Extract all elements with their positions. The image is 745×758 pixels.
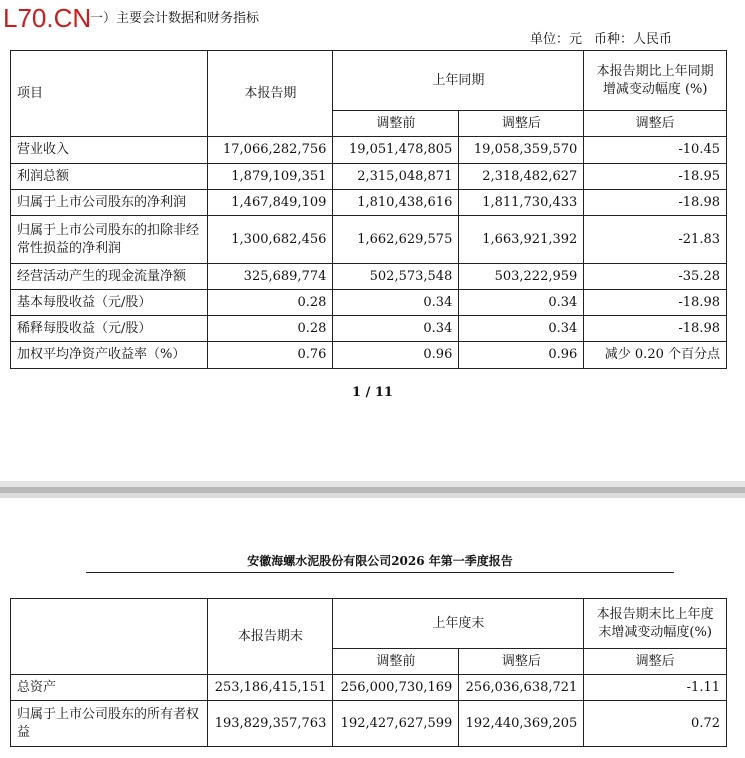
- cell-before: 19,051,478,805: [333, 137, 459, 164]
- header-current: 本报告期: [208, 51, 333, 137]
- cell-change: -18.98: [584, 290, 727, 316]
- row-label: 归属于上市公司股东的所有者权益: [11, 701, 208, 747]
- cell-change: -18.95: [584, 164, 727, 190]
- table-row: [11, 701, 727, 747]
- cell-change: -18.98: [584, 316, 727, 342]
- section-title: 一）主要会计数据和财务指标: [90, 11, 260, 26]
- unit-line: [530, 31, 672, 49]
- header-before: 调整前: [333, 649, 459, 675]
- table-row: [11, 342, 727, 369]
- table-row: [11, 190, 727, 216]
- unit-label: 单位：元: [529, 32, 582, 47]
- header-change-sub: 调整后: [584, 111, 727, 137]
- cell-current: 325,689,774: [208, 264, 333, 290]
- cell-before: 1,810,438,616: [333, 190, 459, 216]
- cell-current: 1,300,682,456: [208, 216, 333, 264]
- cell-change: 减少 0.20 个百分点: [584, 342, 727, 369]
- cell-after: 0.34: [459, 316, 584, 342]
- cell-before: 0.96: [333, 342, 459, 369]
- balance-table: [10, 598, 727, 747]
- cell-after: 256,036,638,721: [459, 675, 584, 701]
- cell-current: 1,467,849,109: [208, 190, 333, 216]
- cell-change: -35.28: [584, 264, 727, 290]
- cell-after: 1,811,730,433: [459, 190, 584, 216]
- cell-before: 0.34: [333, 290, 459, 316]
- row-label: 经营活动产生的现金流量净额: [11, 264, 208, 290]
- document-header: 安徽海螺水泥股份有限公司2026 年第一季度报告: [86, 552, 674, 573]
- table-row: [11, 316, 727, 342]
- cell-after: 1,663,921,392: [459, 216, 584, 264]
- cell-current: 1,879,109,351: [208, 164, 333, 190]
- header-item: [11, 599, 208, 675]
- currency-label: 币种：人民币: [593, 32, 672, 47]
- site-logo: L70.CN: [3, 3, 92, 33]
- row-label: 归属于上市公司股东的扣除非经常性损益的净利润: [11, 216, 208, 264]
- cell-change: 0.72: [584, 701, 727, 747]
- cell-before: 192,427,627,599: [333, 701, 459, 747]
- header-item: 项目: [11, 51, 208, 137]
- cell-current: 0.28: [208, 290, 333, 316]
- cell-current: 0.76: [208, 342, 333, 369]
- cell-change: -10.45: [584, 137, 727, 164]
- cell-before: 502,573,548: [333, 264, 459, 290]
- header-before: 调整前: [333, 111, 459, 137]
- table-row: [11, 216, 727, 264]
- cell-change: -1.11: [584, 675, 727, 701]
- cell-after: 0.96: [459, 342, 584, 369]
- header-current: 本报告期末: [208, 599, 333, 675]
- row-label: 加权平均净资产收益率（%）: [11, 342, 208, 369]
- page-number: 1 / 11: [352, 385, 393, 400]
- table-row: [11, 264, 727, 290]
- page-gap-edge: [0, 493, 745, 498]
- header-after: 调整后: [459, 111, 584, 137]
- cell-current: 0.28: [208, 316, 333, 342]
- cell-after: 503,222,959: [459, 264, 584, 290]
- cell-after: 2,318,482,627: [459, 164, 584, 190]
- cell-before: 1,662,629,575: [333, 216, 459, 264]
- row-label: 稀释每股收益（元/股）: [11, 316, 208, 342]
- row-label: 总资产: [11, 675, 208, 701]
- cell-after: 0.34: [459, 290, 584, 316]
- table-row: [11, 290, 727, 316]
- cell-current: 17,066,282,756: [208, 137, 333, 164]
- cell-before: 256,000,730,169: [333, 675, 459, 701]
- header-change-sub: 调整后: [584, 649, 727, 675]
- header-after: 调整后: [459, 649, 584, 675]
- cell-before: 2,315,048,871: [333, 164, 459, 190]
- cell-before: 0.34: [333, 316, 459, 342]
- row-label: 营业收入: [11, 137, 208, 164]
- cell-after: 19,058,359,570: [459, 137, 584, 164]
- key-financial-table: [10, 50, 727, 369]
- table-row: [11, 164, 727, 190]
- cell-change: -21.83: [584, 216, 727, 264]
- cell-current: 253,186,415,151: [208, 675, 333, 701]
- header-change: 本报告期比上年同期增减变动幅度 (%): [584, 51, 727, 111]
- cell-change: -18.98: [584, 190, 727, 216]
- header-prior: 上年度末: [333, 599, 584, 649]
- row-label: 利润总额: [11, 164, 208, 190]
- row-label: 归属于上市公司股东的净利润: [11, 190, 208, 216]
- table-row: [11, 675, 727, 701]
- cell-current: 193,829,357,763: [208, 701, 333, 747]
- cell-after: 192,440,369,205: [459, 701, 584, 747]
- row-label: 基本每股收益（元/股）: [11, 290, 208, 316]
- header-change: 本报告期末比上年度末增减变动幅度(%): [584, 599, 727, 649]
- header-prior: 上年同期: [333, 51, 584, 111]
- table-row: [11, 137, 727, 164]
